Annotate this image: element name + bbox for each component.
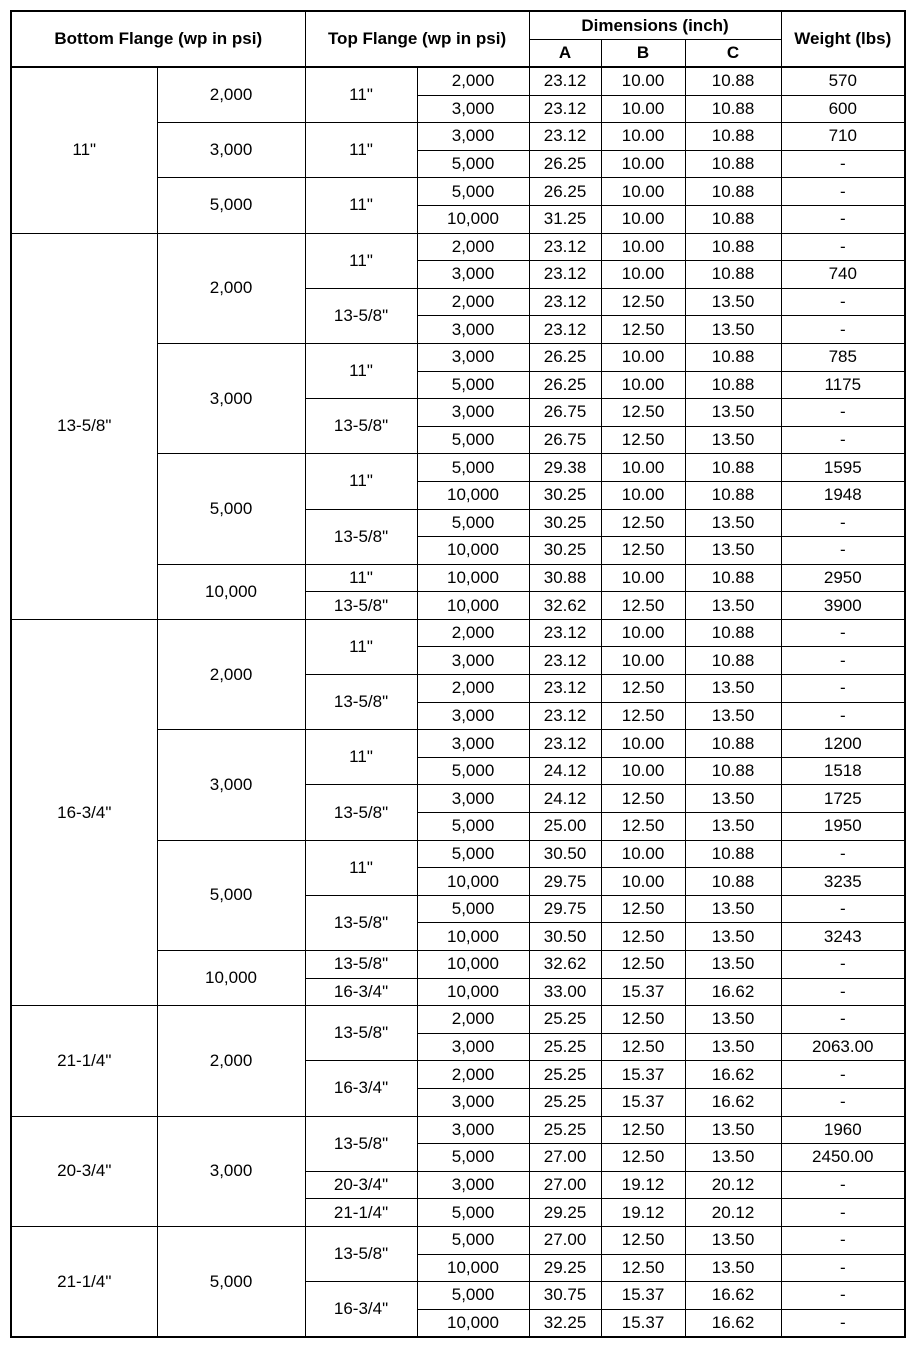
weight-cell: 3243	[781, 923, 905, 951]
dimension-c-cell: 16.62	[685, 1282, 781, 1310]
dimension-b-cell: 10.00	[601, 730, 685, 758]
top-pressure-cell: 10,000	[417, 1309, 529, 1337]
dimension-b-cell: 15.37	[601, 978, 685, 1006]
dimension-c-cell: 13.50	[685, 702, 781, 730]
weight-cell: 1948	[781, 481, 905, 509]
top-pressure-cell: 2,000	[417, 619, 529, 647]
dimension-a-cell: 24.12	[529, 785, 601, 813]
top-flange-size-cell: 16-3/4"	[305, 1061, 417, 1116]
table-row	[11, 233, 905, 261]
weight-cell: 1725	[781, 785, 905, 813]
top-flange-size-cell: 13-5/8"	[305, 1006, 417, 1061]
bottom-pressure-cell: 3,000	[157, 123, 305, 178]
dimension-b-cell: 12.50	[601, 316, 685, 344]
dimension-a-cell: 25.25	[529, 1088, 601, 1116]
dimension-c-cell: 13.50	[685, 316, 781, 344]
dimension-c-cell: 10.88	[685, 730, 781, 758]
dimension-a-cell: 32.62	[529, 951, 601, 979]
dimension-c-cell: 13.50	[685, 923, 781, 951]
dimension-a-cell: 30.25	[529, 537, 601, 565]
top-flange-size-cell: 11"	[305, 564, 417, 592]
dimension-c-cell: 20.12	[685, 1199, 781, 1227]
dimension-b-cell: 12.50	[601, 702, 685, 730]
dimension-b-cell: 12.50	[601, 1144, 685, 1172]
dimension-c-cell: 13.50	[685, 399, 781, 427]
dimension-b-cell: 10.00	[601, 95, 685, 123]
dimension-a-cell: 23.12	[529, 730, 601, 758]
dimension-b-cell: 12.50	[601, 537, 685, 565]
top-flange-size-cell: 13-5/8"	[305, 785, 417, 840]
top-pressure-cell: 3,000	[417, 647, 529, 675]
weight-cell: -	[781, 426, 905, 454]
dimension-b-cell: 10.00	[601, 371, 685, 399]
bottom-pressure-cell: 2,000	[157, 619, 305, 729]
dimension-b-header: B	[601, 40, 685, 68]
dimension-b-cell: 10.00	[601, 343, 685, 371]
dimension-c-header: C	[685, 40, 781, 68]
dimension-c-cell: 10.88	[685, 564, 781, 592]
weight-cell: -	[781, 978, 905, 1006]
dimension-b-cell: 15.37	[601, 1282, 685, 1310]
dimension-a-cell: 30.75	[529, 1282, 601, 1310]
weight-cell: -	[781, 647, 905, 675]
dimension-c-cell: 13.50	[685, 675, 781, 703]
table-row	[11, 619, 905, 647]
top-flange-size-cell: 11"	[305, 343, 417, 398]
table-body	[11, 67, 905, 1337]
dimension-a-cell: 25.25	[529, 1116, 601, 1144]
dimension-b-cell: 19.12	[601, 1171, 685, 1199]
dimension-a-cell: 30.50	[529, 923, 601, 951]
dimension-c-cell: 13.50	[685, 592, 781, 620]
top-pressure-cell: 5,000	[417, 813, 529, 841]
weight-cell: -	[781, 509, 905, 537]
dimension-b-cell: 10.00	[601, 150, 685, 178]
dimension-a-cell: 29.25	[529, 1254, 601, 1282]
dimension-c-cell: 10.88	[685, 150, 781, 178]
dimension-c-cell: 10.88	[685, 647, 781, 675]
dimension-c-cell: 10.88	[685, 454, 781, 482]
bottom-pressure-cell: 5,000	[157, 178, 305, 233]
dimension-c-cell: 16.62	[685, 978, 781, 1006]
dimension-a-cell: 29.25	[529, 1199, 601, 1227]
top-pressure-cell: 10,000	[417, 1254, 529, 1282]
dimension-c-cell: 10.88	[685, 95, 781, 123]
dimension-a-cell: 26.25	[529, 150, 601, 178]
weight-cell: 2063.00	[781, 1033, 905, 1061]
dimension-a-cell: 26.25	[529, 371, 601, 399]
dimension-c-cell: 13.50	[685, 537, 781, 565]
dimension-c-cell: 10.88	[685, 233, 781, 261]
dimension-b-cell: 12.50	[601, 923, 685, 951]
dimension-b-cell: 10.00	[601, 757, 685, 785]
top-pressure-cell: 3,000	[417, 261, 529, 289]
dimension-c-cell: 10.88	[685, 840, 781, 868]
dimension-a-cell: 26.75	[529, 426, 601, 454]
dimension-a-cell: 23.12	[529, 261, 601, 289]
dimension-a-cell: 23.12	[529, 675, 601, 703]
dimension-a-cell: 30.25	[529, 509, 601, 537]
dimension-c-cell: 20.12	[685, 1171, 781, 1199]
bottom-pressure-cell: 3,000	[157, 343, 305, 453]
dimension-a-cell: 29.38	[529, 454, 601, 482]
weight-cell: -	[781, 150, 905, 178]
dimension-b-cell: 12.50	[601, 1226, 685, 1254]
dimension-c-cell: 13.50	[685, 1254, 781, 1282]
top-flange-size-cell: 13-5/8"	[305, 895, 417, 950]
dimension-c-cell: 13.50	[685, 895, 781, 923]
dimension-c-cell: 10.88	[685, 343, 781, 371]
top-flange-size-cell: 11"	[305, 123, 417, 178]
bottom-pressure-cell: 3,000	[157, 730, 305, 840]
bottom-pressure-cell: 10,000	[157, 564, 305, 619]
bottom-flange-size-cell: 21-1/4"	[11, 1006, 157, 1116]
top-flange-size-cell: 20-3/4"	[305, 1171, 417, 1199]
weight-cell: 1950	[781, 813, 905, 841]
top-flange-size-cell: 13-5/8"	[305, 592, 417, 620]
top-flange-size-cell: 11"	[305, 840, 417, 895]
top-pressure-cell: 5,000	[417, 1226, 529, 1254]
weight-cell: -	[781, 288, 905, 316]
dimension-c-cell: 13.50	[685, 1226, 781, 1254]
weight-cell: -	[781, 1061, 905, 1089]
dimension-b-cell: 15.37	[601, 1088, 685, 1116]
dimension-a-cell: 25.00	[529, 813, 601, 841]
dimension-c-cell: 16.62	[685, 1309, 781, 1337]
dimension-b-cell: 12.50	[601, 813, 685, 841]
dimension-b-cell: 10.00	[601, 840, 685, 868]
dimension-c-cell: 13.50	[685, 1006, 781, 1034]
top-pressure-cell: 2,000	[417, 67, 529, 95]
dimension-c-cell: 13.50	[685, 813, 781, 841]
dimension-a-cell: 27.00	[529, 1226, 601, 1254]
dimension-b-cell: 12.50	[601, 675, 685, 703]
top-pressure-cell: 10,000	[417, 592, 529, 620]
weight-cell: -	[781, 1171, 905, 1199]
dimension-b-cell: 12.50	[601, 895, 685, 923]
bottom-pressure-cell: 2,000	[157, 1006, 305, 1116]
top-flange-size-cell: 21-1/4"	[305, 1199, 417, 1227]
dimension-a-cell: 24.12	[529, 757, 601, 785]
weight-cell: -	[781, 951, 905, 979]
top-pressure-cell: 3,000	[417, 1116, 529, 1144]
dimension-b-cell: 15.37	[601, 1061, 685, 1089]
top-pressure-cell: 10,000	[417, 868, 529, 896]
top-flange-size-cell: 11"	[305, 730, 417, 785]
top-flange-size-cell: 13-5/8"	[305, 288, 417, 343]
top-pressure-cell: 10,000	[417, 978, 529, 1006]
flange-spec-table	[10, 10, 906, 1338]
weight-cell: -	[781, 840, 905, 868]
top-flange-size-cell: 13-5/8"	[305, 509, 417, 564]
top-pressure-cell: 10,000	[417, 481, 529, 509]
dimension-c-cell: 13.50	[685, 426, 781, 454]
dimension-a-cell: 29.75	[529, 895, 601, 923]
top-pressure-cell: 2,000	[417, 288, 529, 316]
bottom-flange-header: Bottom Flange (wp in psi)	[11, 11, 305, 67]
top-flange-size-cell: 13-5/8"	[305, 1116, 417, 1171]
dimension-c-cell: 10.88	[685, 371, 781, 399]
bottom-flange-size-cell: 16-3/4"	[11, 619, 157, 1005]
weight-cell: 785	[781, 343, 905, 371]
dimension-c-cell: 10.88	[685, 619, 781, 647]
top-pressure-cell: 5,000	[417, 895, 529, 923]
dimension-b-cell: 12.50	[601, 785, 685, 813]
dimension-b-cell: 12.50	[601, 288, 685, 316]
dimension-a-cell: 23.12	[529, 647, 601, 675]
weight-cell: -	[781, 702, 905, 730]
top-flange-size-cell: 13-5/8"	[305, 1226, 417, 1281]
top-pressure-cell: 5,000	[417, 1144, 529, 1172]
dimension-b-cell: 10.00	[601, 619, 685, 647]
dimension-b-cell: 19.12	[601, 1199, 685, 1227]
dimension-a-cell: 30.88	[529, 564, 601, 592]
dimension-c-cell: 13.50	[685, 785, 781, 813]
dimension-c-cell: 13.50	[685, 1116, 781, 1144]
top-pressure-cell: 5,000	[417, 840, 529, 868]
weight-cell: -	[781, 619, 905, 647]
dimension-b-cell: 12.50	[601, 951, 685, 979]
weight-cell: -	[781, 316, 905, 344]
dimension-c-cell: 13.50	[685, 951, 781, 979]
top-pressure-cell: 3,000	[417, 399, 529, 427]
weight-cell: -	[781, 1199, 905, 1227]
dimension-a-cell: 25.25	[529, 1006, 601, 1034]
top-pressure-cell: 3,000	[417, 1088, 529, 1116]
weight-cell: 2450.00	[781, 1144, 905, 1172]
top-flange-size-cell: 13-5/8"	[305, 951, 417, 979]
weight-cell: 1175	[781, 371, 905, 399]
dimension-c-cell: 10.88	[685, 67, 781, 95]
dimension-c-cell: 16.62	[685, 1061, 781, 1089]
top-pressure-cell: 10,000	[417, 205, 529, 233]
top-pressure-cell: 5,000	[417, 509, 529, 537]
bottom-pressure-cell: 2,000	[157, 233, 305, 343]
dimension-b-cell: 10.00	[601, 233, 685, 261]
top-pressure-cell: 3,000	[417, 343, 529, 371]
dimension-b-cell: 10.00	[601, 205, 685, 233]
top-pressure-cell: 5,000	[417, 150, 529, 178]
dimension-a-cell: 23.12	[529, 67, 601, 95]
weight-cell: -	[781, 1006, 905, 1034]
top-flange-size-cell: 11"	[305, 67, 417, 123]
dimension-a-cell: 23.12	[529, 619, 601, 647]
dimension-c-cell: 10.88	[685, 757, 781, 785]
dimension-a-cell: 26.25	[529, 178, 601, 206]
dimension-a-header: A	[529, 40, 601, 68]
top-pressure-cell: 3,000	[417, 1171, 529, 1199]
table-row	[11, 1006, 905, 1034]
top-pressure-cell: 5,000	[417, 454, 529, 482]
dimension-a-cell: 32.62	[529, 592, 601, 620]
weight-cell: 1960	[781, 1116, 905, 1144]
table-header	[11, 11, 905, 67]
dimension-a-cell: 30.50	[529, 840, 601, 868]
dimension-c-cell: 10.88	[685, 481, 781, 509]
dimension-a-cell: 23.12	[529, 123, 601, 151]
weight-cell: 1518	[781, 757, 905, 785]
dimension-a-cell: 27.00	[529, 1171, 601, 1199]
top-flange-size-cell: 11"	[305, 454, 417, 509]
weight-header: Weight (lbs)	[781, 11, 905, 67]
dimension-b-cell: 10.00	[601, 647, 685, 675]
top-flange-size-cell: 11"	[305, 233, 417, 288]
dimension-a-cell: 31.25	[529, 205, 601, 233]
dimension-b-cell: 10.00	[601, 123, 685, 151]
bottom-flange-size-cell: 21-1/4"	[11, 1226, 157, 1337]
dimension-a-cell: 33.00	[529, 978, 601, 1006]
dimension-c-cell: 10.88	[685, 205, 781, 233]
dimension-c-cell: 10.88	[685, 123, 781, 151]
top-flange-header: Top Flange (wp in psi)	[305, 11, 529, 67]
dimension-b-cell: 12.50	[601, 1033, 685, 1061]
dimension-a-cell: 23.12	[529, 316, 601, 344]
dimension-b-cell: 10.00	[601, 261, 685, 289]
weight-cell: 570	[781, 67, 905, 95]
weight-cell: 3235	[781, 868, 905, 896]
top-pressure-cell: 2,000	[417, 675, 529, 703]
dimension-a-cell: 25.25	[529, 1033, 601, 1061]
top-pressure-cell: 3,000	[417, 1033, 529, 1061]
dimension-b-cell: 12.50	[601, 399, 685, 427]
dimension-b-cell: 10.00	[601, 564, 685, 592]
dimension-b-cell: 10.00	[601, 178, 685, 206]
top-flange-size-cell: 11"	[305, 619, 417, 674]
dimension-a-cell: 26.25	[529, 343, 601, 371]
dimension-b-cell: 15.37	[601, 1309, 685, 1337]
weight-cell: 2950	[781, 564, 905, 592]
weight-cell: -	[781, 399, 905, 427]
weight-cell: -	[781, 1282, 905, 1310]
dimension-a-cell: 23.12	[529, 95, 601, 123]
dimension-b-cell: 10.00	[601, 67, 685, 95]
dimension-b-cell: 12.50	[601, 1006, 685, 1034]
top-pressure-cell: 5,000	[417, 1282, 529, 1310]
bottom-pressure-cell: 2,000	[157, 67, 305, 123]
bottom-pressure-cell: 10,000	[157, 951, 305, 1006]
bottom-pressure-cell: 5,000	[157, 454, 305, 564]
dimension-c-cell: 10.88	[685, 178, 781, 206]
bottom-flange-size-cell: 13-5/8"	[11, 233, 157, 619]
bottom-pressure-cell: 5,000	[157, 1226, 305, 1337]
top-pressure-cell: 10,000	[417, 923, 529, 951]
dimension-b-cell: 12.50	[601, 592, 685, 620]
dimension-a-cell: 23.12	[529, 702, 601, 730]
top-pressure-cell: 2,000	[417, 1061, 529, 1089]
dimension-a-cell: 29.75	[529, 868, 601, 896]
weight-cell: -	[781, 1309, 905, 1337]
top-pressure-cell: 5,000	[417, 178, 529, 206]
weight-cell: -	[781, 205, 905, 233]
top-pressure-cell: 2,000	[417, 1006, 529, 1034]
top-pressure-cell: 5,000	[417, 371, 529, 399]
weight-cell: 1595	[781, 454, 905, 482]
dimension-c-cell: 13.50	[685, 1144, 781, 1172]
dimensions-header: Dimensions (inch)	[529, 11, 781, 40]
weight-cell: -	[781, 178, 905, 206]
dimension-b-cell: 12.50	[601, 1254, 685, 1282]
dimension-b-cell: 10.00	[601, 868, 685, 896]
top-pressure-cell: 5,000	[417, 1199, 529, 1227]
dimension-b-cell: 10.00	[601, 454, 685, 482]
table-row	[11, 67, 905, 95]
weight-cell: -	[781, 895, 905, 923]
bottom-flange-size-cell: 20-3/4"	[11, 1116, 157, 1226]
weight-cell: -	[781, 1226, 905, 1254]
top-pressure-cell: 5,000	[417, 426, 529, 454]
weight-cell: 3900	[781, 592, 905, 620]
dimension-c-cell: 16.62	[685, 1088, 781, 1116]
weight-cell: -	[781, 1254, 905, 1282]
dimension-a-cell: 26.75	[529, 399, 601, 427]
top-pressure-cell: 10,000	[417, 951, 529, 979]
weight-cell: 710	[781, 123, 905, 151]
weight-cell: 740	[781, 261, 905, 289]
dimension-b-cell: 12.50	[601, 1116, 685, 1144]
dimension-a-cell: 27.00	[529, 1144, 601, 1172]
top-pressure-cell: 3,000	[417, 730, 529, 758]
weight-cell: -	[781, 675, 905, 703]
top-pressure-cell: 2,000	[417, 233, 529, 261]
dimension-b-cell: 12.50	[601, 509, 685, 537]
weight-cell: -	[781, 233, 905, 261]
weight-cell: 1200	[781, 730, 905, 758]
top-pressure-cell: 5,000	[417, 757, 529, 785]
bottom-flange-size-cell: 11"	[11, 67, 157, 233]
spec-table-container	[10, 10, 906, 1338]
dimension-c-cell: 13.50	[685, 288, 781, 316]
dimension-c-cell: 13.50	[685, 509, 781, 537]
weight-cell: 600	[781, 95, 905, 123]
top-pressure-cell: 3,000	[417, 316, 529, 344]
top-flange-size-cell: 11"	[305, 178, 417, 233]
table-row	[11, 1116, 905, 1144]
dimension-a-cell: 30.25	[529, 481, 601, 509]
dimension-a-cell: 23.12	[529, 233, 601, 261]
dimension-c-cell: 10.88	[685, 261, 781, 289]
bottom-pressure-cell: 5,000	[157, 840, 305, 950]
dimension-a-cell: 32.25	[529, 1309, 601, 1337]
weight-cell: -	[781, 1088, 905, 1116]
top-pressure-cell: 3,000	[417, 123, 529, 151]
top-pressure-cell: 10,000	[417, 537, 529, 565]
bottom-pressure-cell: 3,000	[157, 1116, 305, 1226]
dimension-b-cell: 12.50	[601, 426, 685, 454]
dimension-a-cell: 25.25	[529, 1061, 601, 1089]
top-flange-size-cell: 16-3/4"	[305, 978, 417, 1006]
top-flange-size-cell: 13-5/8"	[305, 399, 417, 454]
table-row	[11, 1226, 905, 1254]
top-pressure-cell: 10,000	[417, 564, 529, 592]
dimension-b-cell: 10.00	[601, 481, 685, 509]
top-pressure-cell: 3,000	[417, 702, 529, 730]
dimension-c-cell: 10.88	[685, 868, 781, 896]
dimension-a-cell: 23.12	[529, 288, 601, 316]
top-pressure-cell: 3,000	[417, 785, 529, 813]
top-flange-size-cell: 13-5/8"	[305, 675, 417, 730]
top-pressure-cell: 3,000	[417, 95, 529, 123]
dimension-c-cell: 13.50	[685, 1033, 781, 1061]
top-flange-size-cell: 16-3/4"	[305, 1282, 417, 1338]
weight-cell: -	[781, 537, 905, 565]
